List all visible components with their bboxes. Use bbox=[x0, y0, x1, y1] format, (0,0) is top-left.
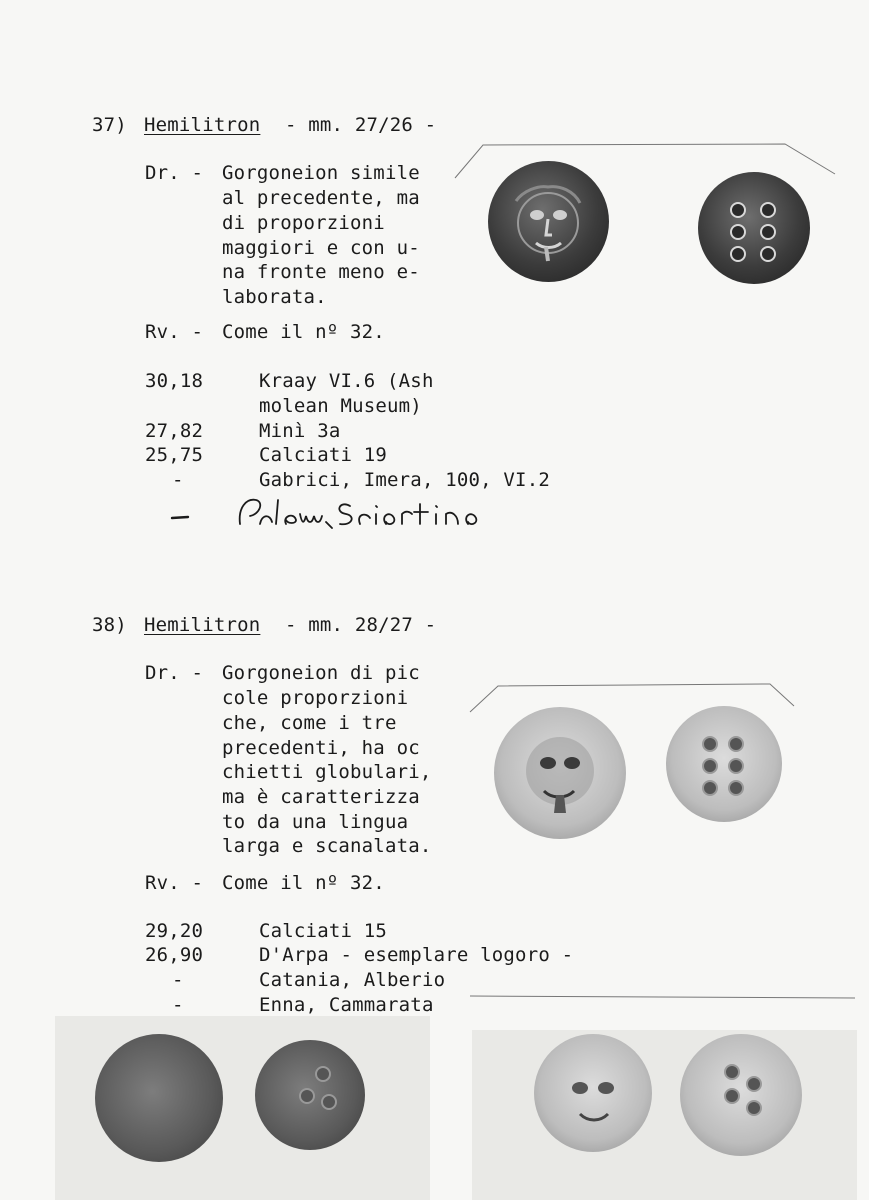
bottom-photo-edge bbox=[470, 990, 860, 1000]
pellet-icon bbox=[724, 1064, 740, 1080]
entry37-reverse-text: Come il nº 32. bbox=[222, 321, 385, 343]
entry38-obverse-coin bbox=[494, 707, 626, 839]
obverse-line: al precedente, ma bbox=[222, 187, 420, 209]
entry37-reverse-coin bbox=[698, 172, 810, 284]
pellet-icon bbox=[315, 1066, 331, 1082]
obverse-line: larga e scanalata. bbox=[222, 835, 432, 857]
ref-text: Kraay VI.6 (Ash bbox=[259, 370, 434, 392]
ref-weight: 25,75 bbox=[145, 444, 204, 466]
pellet-icon bbox=[702, 758, 718, 774]
handwritten-dash bbox=[170, 512, 192, 524]
bottom-right-photo bbox=[472, 1030, 857, 1200]
obverse-line: Gorgoneion simile bbox=[222, 162, 420, 184]
obverse-line: maggiori e con u- bbox=[222, 237, 420, 259]
gorgoneion-face-icon bbox=[494, 707, 626, 839]
gorgoneion-face-icon bbox=[534, 1034, 652, 1152]
entry37-reverse-label: Rv. - bbox=[145, 321, 204, 343]
ref-text: Calciati 15 bbox=[259, 920, 388, 942]
pellet-icon bbox=[728, 758, 744, 774]
bottom-right-obverse-coin bbox=[534, 1034, 652, 1152]
pellet-icon bbox=[746, 1100, 762, 1116]
entry38-diameter: - mm. 28/27 - bbox=[285, 614, 437, 636]
pellet-icon bbox=[760, 224, 776, 240]
ref-weight: - bbox=[172, 969, 184, 991]
ref-weight: 29,20 bbox=[145, 920, 204, 942]
ref-text: Calciati 19 bbox=[259, 444, 388, 466]
pellet-icon bbox=[730, 246, 746, 262]
ref-weight: 26,90 bbox=[145, 944, 204, 966]
obverse-line: chietti globulari, bbox=[222, 761, 432, 783]
obverse-line: Gorgoneion di pic bbox=[222, 662, 420, 684]
bottom-right-reverse-coin bbox=[680, 1034, 802, 1156]
entry38-number: 38) bbox=[92, 614, 127, 636]
pellet-icon bbox=[760, 202, 776, 218]
gorgoneion-face-icon bbox=[488, 161, 609, 282]
pellet-icon bbox=[746, 1076, 762, 1092]
obverse-line: cole proporzioni bbox=[222, 687, 409, 709]
pellet-icon bbox=[728, 736, 744, 752]
entry38-reverse-text: Come il nº 32. bbox=[222, 872, 385, 894]
pellet-icon bbox=[702, 780, 718, 796]
ref-text: Enna, Cammarata bbox=[259, 994, 434, 1016]
obverse-line: laborata. bbox=[222, 286, 327, 308]
handwritten-signature bbox=[230, 494, 595, 534]
pellet-icon bbox=[702, 736, 718, 752]
obverse-line: precedenti, ha oc bbox=[222, 737, 420, 759]
entry38-reverse-label: Rv. - bbox=[145, 872, 204, 894]
obverse-line: che, come i tre bbox=[222, 712, 397, 734]
entry37-obverse-label: Dr. - bbox=[145, 162, 204, 184]
ref-text: Minì 3a bbox=[259, 420, 341, 442]
bottom-left-obverse-coin bbox=[95, 1034, 223, 1162]
entry37-obverse-coin bbox=[488, 161, 609, 282]
pellet-icon bbox=[730, 224, 746, 240]
entry37-denomination: Hemilitron bbox=[144, 114, 261, 136]
pellet-icon bbox=[724, 1088, 740, 1104]
entry38-denomination: Hemilitron bbox=[144, 614, 261, 636]
bottom-left-photo bbox=[55, 1016, 430, 1200]
entry37-number: 37) bbox=[92, 114, 127, 136]
entry37-diameter: - mm. 27/26 - bbox=[285, 114, 437, 136]
obverse-line: ma è caratterizza bbox=[222, 786, 420, 808]
ref-weight: 30,18 bbox=[145, 370, 204, 392]
entry38-reverse-coin bbox=[666, 706, 782, 822]
ref-text: D'Arpa - esemplare logoro - bbox=[259, 944, 574, 966]
entry38-obverse-label: Dr. - bbox=[145, 662, 204, 684]
pellet-icon bbox=[299, 1088, 315, 1104]
pellet-icon bbox=[321, 1094, 337, 1110]
obverse-line: di proporzioni bbox=[222, 212, 385, 234]
bottom-left-reverse-coin bbox=[255, 1040, 365, 1150]
obverse-line: na fronte meno e- bbox=[222, 261, 420, 283]
ref-weight: - bbox=[172, 994, 184, 1016]
obverse-line: to da una lingua bbox=[222, 811, 409, 833]
ref-weight: - bbox=[172, 469, 184, 491]
ref-text: molean Museum) bbox=[259, 395, 422, 417]
ref-weight: 27,82 bbox=[145, 420, 204, 442]
pellet-icon bbox=[760, 246, 776, 262]
pellet-icon bbox=[728, 780, 744, 796]
pellet-icon bbox=[730, 202, 746, 218]
ref-text: Gabrici, Imera, 100, VI.2 bbox=[259, 469, 550, 491]
ref-text: Catania, Alberio bbox=[259, 969, 446, 991]
